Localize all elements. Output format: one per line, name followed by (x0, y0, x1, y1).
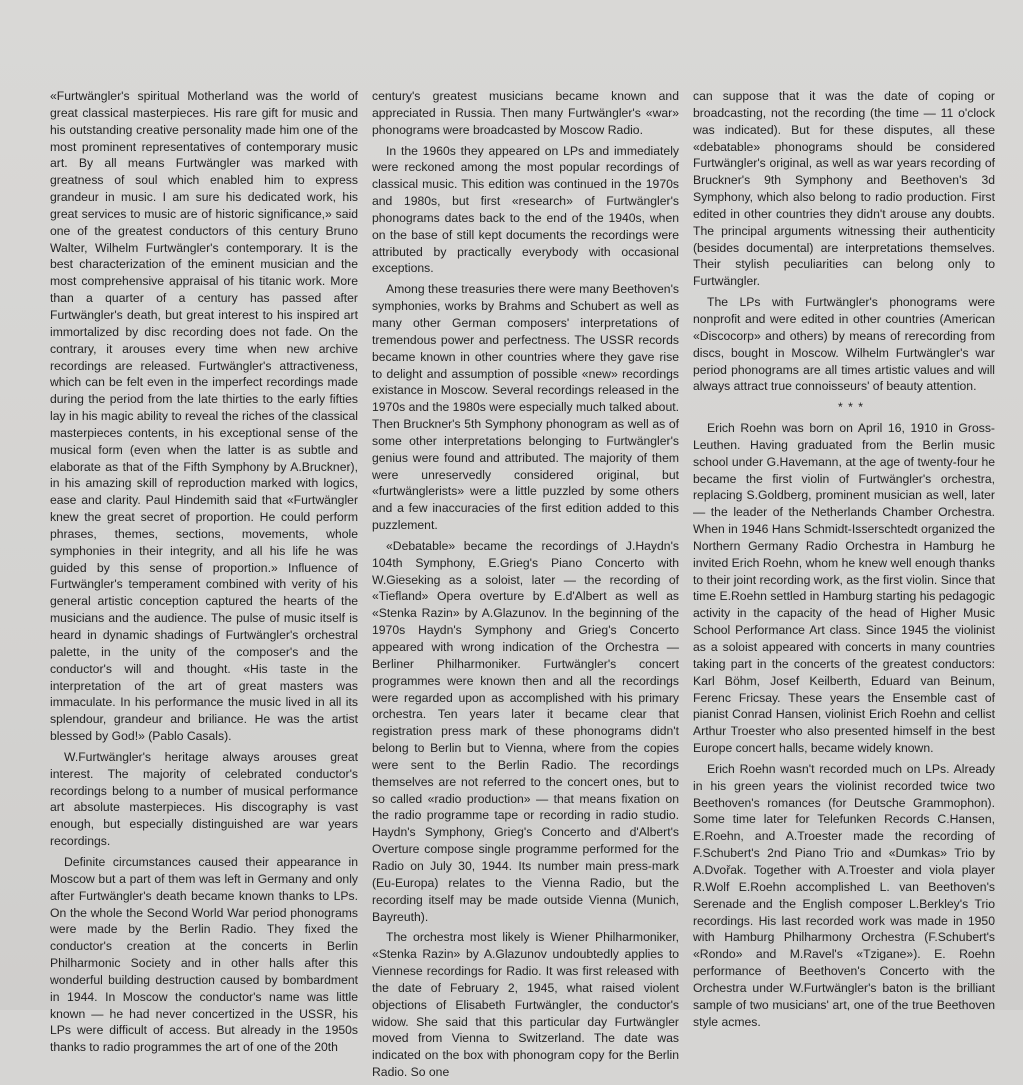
text-column-1 (50, 88, 358, 1060)
paragraph: In the 1960s they appeared on LPs and immediately were reckoned among the most popular recordings of classical music. This edition was continued in the 1970s and 1980s, but first «research» of Furtwängler's phonograms dates back to the end of the 1940s, when on the base of still kept documents the recordings were attributed by practically everybody with occasional exceptions. (372, 143, 679, 276)
paragraph: can suppose that it was the date of coping or broadcasting, not the recording (the time — 11 o'clock was indicated). But for these disputes, all these «debatable» phonograms should be considered Furtwängler's original, as well as war years recording of Bruckner's 9th Symphony and Beethoven's 3d Symphony, which also belong to radio production. First edited in other countries they didn't arouse any doubts. The principal arguments witnessing their authenticity (besides documental) are interpretations themselves. Their stylish peculiarities can belong only to Furtwängler. (693, 89, 995, 289)
section-separator: * * * (837, 400, 864, 415)
paragraph: Erich Roehn was born on April 16, 1910 in Gross-Leuthen. Having graduated from the Berlin music school under G.Havemann, at the age of twenty-four he became the first violin of Furtwängler's orchestra, replacing S.Goldberg, prominent musician as well, later — the leader of the Netherlands Chamber Orchestra. When in 1946 Hans Schmidt-Isserschtedt organized the Northern Germany Radio Orchestra in Hamburg he invited Erich Roehn, whom he knew well enough thanks to their joint recording work, as the first violin. Since that time E.Roehn settled in Hamburg starting his pedagogic activity in the capacity of the head of Higher Music School Performance Art class. Since 1945 the violinist as a soloist appeared with concerts in many countries taking part in the concerts of the greatest conductors: Karl Böhm, Josef Keilberth, Eduard van Beinum, Ferenc Fricsay. These years the Ensemble cast of pianist Conrad Hansen, violinist Erich Roehn and cellist Arthur Troester who also presented himself in the best Europe concert halls, became widely known. (693, 421, 995, 756)
text-column-3 (693, 88, 995, 1034)
paragraph: Erich Roehn wasn't recorded much on LPs. Already in his green years the violinist recorded twice two Beethoven's romances (for Deutsche Grammophon). Some time later for Telefunken Records C.Hansen, E.Roehn, and A.Troester made the recording of F.Schubert's 2nd Piano Trio and «Dumkas» Trio by A.Dvořak. Together with A.Troester and viola player R.Wolf E.Roehn accomplished L. van Beethoven's Serenade and the English composer L.Berkley's Trio recordings. His last recorded work was made in 1950 with Hamburg Philharmony Orchestra (F.Schubert's «Rondo» and M.Ravel's «Tzigane»). E. Roehn performance of Beethoven's Concerto with the Orchestra under W.Furtwängler's baton is the brilliant sample of two musicians' art, one of the true Beethoven style acmes. (693, 761, 995, 1029)
paragraph: Among these treasuries there were many Beethoven's symphonies, works by Brahms and Schubert as well as many other German composers' interpretations of tremendous power and perfectness. The USSR records became known in other countries where they gave rise to delight and assumption of possible «new» recordings existance in Moscow. Several recordings released in the 1970s and the 1980s were especially much talked about. Then Bruckner's 5th Symphony phonogram as well as of some other interpretations belonging to Furtwängler's genius were found and attributed. The majority of them were unreservedly considered original, but «furtwänglerists» were a little puzzled by some others and a few inaccuracies of the first edition added to this puzzlement. (372, 282, 679, 533)
paragraph: «Furtwängler's spiritual Motherland was the world of great classical masterpieces. His rare gift for music and his outstanding creative personality made him one of the most prominent representatives of contemporary music art. By all means Furtwängler was marked with greatness of soul which enabled him to express grandeur in music. I am sure his dedicated work, his great services to music are of historic significance,» said one of the greatest conductors of this century Bruno Walter, Wilhelm Furtwängler's contemporary. It is the best characterization of the eminent musician and the most comprehensive appraisal of his titanic work. More than a quarter of a century has passed after Furtwängler's death, but great interest to his inspired art immortalized by disc recording does not fade. On the contrary, it arouses every time when new archive recordings are released. Furtwängler's attractiveness, which can be felt even in the imperfect recordings made during the period from the late thirties to the early fifties lay in his magic ability to reveal the riches of the classical masterpieces contents, in his exceptional sense of the musical form (even when the latter is as subtle and elaborate as that of the Fifth Symphony by A.Bruckner), in his amazing skill of reproduction marked with logics, ease and clarity. Paul Hindemith said that «Furtwängler knew the great secret of proportion. He could perform phrases, themes, sections, movements, whole symphonies in their integrity, and all his life he was guided by this sense of proportion.» Influence of Furtwängler's temperament combined with verity of his general artistic conception captured the hearts of the musicians and the audience. The pulse of music itself is heard in dynamic shadings of Furtwängler's orchestral palette, in the unity of the composer's and the conductor's will and thought. «His taste in the interpretation of the art of great masters was immaculate. In his performance the music lived in all its splendour, grandeur and briliance. He was the artist blessed by God!» (Pablo Casals). (50, 89, 358, 744)
text-column-2 (372, 88, 679, 1085)
paragraph: «Debatable» became the recordings of J.Haydn's 104th Symphony, E.Grieg's Piano Concerto with W.Gieseking as a soloist, later — the recording of «Tiefland» Opera overture by E.d'Albert as well as «Stenka Razin» by A.Glazunov. In the beginning of the 1970s Haydn's Symphony and Grieg's Concerto appeared with wrong indication of the Orchestra — Berliner Philharmoniker. Furtwängler's concert programmes were known then and all the recordings were regarded upon as accomplished with his primary orchestra. Ten years later it became clear that registration press mark of these phonograms didn't belong to Berlin but to Vienna, where from the copies were sent to the Berlin Radio. The recordings themselves are not referred to the concert ones, but to so called «radio production» — that means fixation on the radio programme tape or recording in radio studio. Haydn's Symphony, Grieg's Concerto and d'Albert's Overture compose single programme performed for the Radio on July 30, 1944. Its number main press-mark (Eu-Europa) relates to the Vienna Radio, but the recording itself may be made outside Vienna (Munich, Bayreuth). (372, 538, 679, 924)
paragraph: The orchestra most likely is Wiener Philharmoniker, «Stenka Razin» by A.Glazunov undoubtedly applies to Viennese recordings for Radio. It was first released with the date of February 2, 1945, what raised violent objections of Elisabeth Furtwängler, the conductor's widow. She said that this particular day Furtwängler moved from Vienna to Switzerland. The date was indicated on the box with phonogram copy for the Berlin Radio. So one (372, 930, 679, 1080)
paragraph: W.Furtwängler's heritage always arouses great interest. The majority of celebrated conductor's recordings belong to a number of musical performance art absolute masterpieces. His discography is vast enough, but especially distinguished are war years recordings. (50, 749, 358, 849)
paragraph: The LPs with Furtwängler's phonograms were nonprofit and were edited in other countries (American «Discocorp» and others) by means of rerecording from discs, bought in Moscow. Wilhelm Furtwängler's war period phonograms are all times artistic values and will always attract true connoisseurs' of beauty attention. (693, 295, 995, 394)
paragraph: Definite circumstances caused their appearance in Moscow but a part of them was left in Germany and only after Furtwängler's death became known thanks to LPs. On the whole the Second World War period phonograms were made by the Berlin Radio. They fixed the conductor's creation at the concerts in Berlin Philharmonic Society and in other halls after this wonderful building destruction caused by bombardment in 1944. In Moscow the conductor's name was little known — he had never concertized in the USSR, his LPs were difficult of access. But already in the 1950s thanks to radio programmes the art of one of the 20th (50, 854, 358, 1055)
paragraph: century's greatest musicians became known and appreciated in Russia. Then many Furtwängler's «war» phonograms were broadcasted by Moscow Radio. (372, 89, 679, 137)
